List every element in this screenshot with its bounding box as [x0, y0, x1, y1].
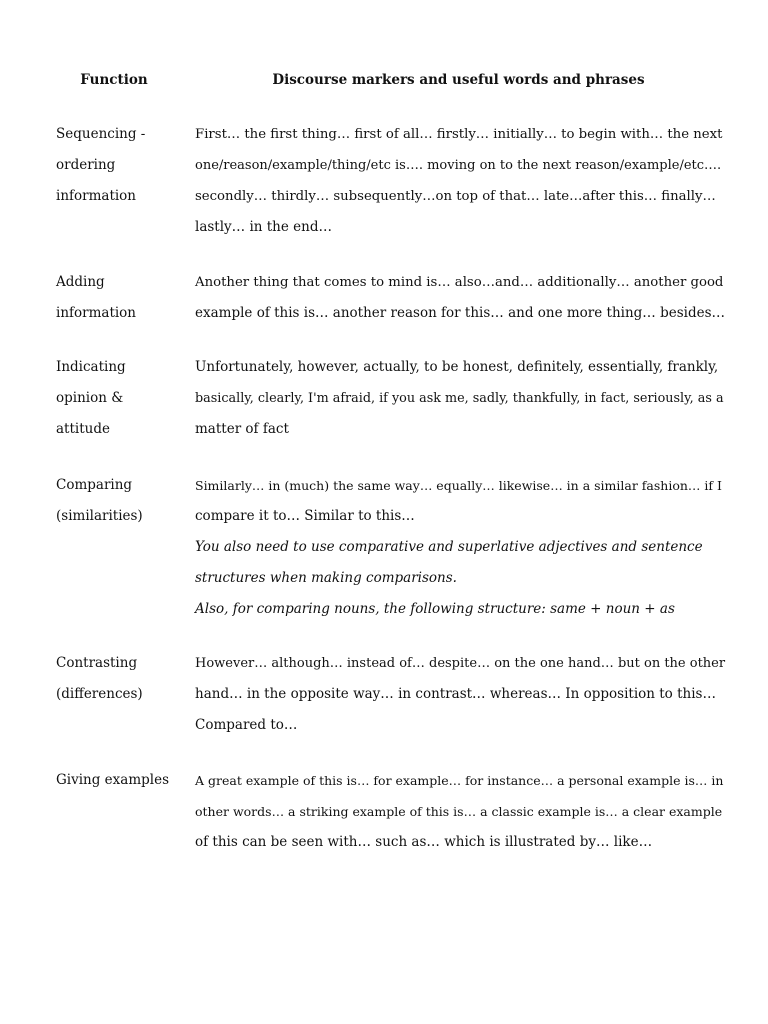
row-content: However… although… instead of… despite… on the one hand… but on the other hand… in the opposite way… in contrast… whereas… In opposition to this… Compared to… — [195, 656, 726, 733]
row-content: First… the first thing… first of all… firstly… initially… to begin with… the next one/reason/example/thing/etc is…. moving on to the next reason/example/etc…. secondly… thirdly… subsequently…on top of that… late…after this… finally… lastly… in the end… — [195, 127, 723, 235]
row-label: Contrasting (differences) — [56, 655, 143, 702]
row-label: Giving examples — [56, 772, 170, 788]
row-label: Indicating opinion & attitude — [56, 359, 126, 437]
row-content: Another thing that comes to mind is… also…and… additionally… another good example of this is… another reason for this… and one more thing… besides… — [195, 275, 726, 321]
italic-note: Also, for comparing nouns, the following structure: same + noun + as — [195, 601, 675, 617]
italic-note: structures when making comparisons. — [195, 570, 457, 586]
row-label: Sequencing - ordering information — [56, 126, 146, 204]
italic-note: You also need to use comparative and superlative adjectives and sentence — [195, 539, 703, 555]
column-header-function: Function — [80, 72, 148, 88]
row-content: Similarly… in (much) the same way… equally… likewise… in a similar fashion… if I compare it to… Similar to this… You also need to use comparative and superlative adjectives and sentence structures when making comparisons. Also, for comparing nouns, the following structure: same + noun + as — [195, 470, 725, 625]
row-content: A great example of this is… for example… for instance… a personal example is… in other words… a striking example of this is… a classic example is… a clear example of this can be seen with… such as… which is illustrated by… like… — [195, 773, 724, 850]
row-content: Unfortunately, however, actually, to be honest, definitely, essentially, frankly, basically, clearly, I'm afraid, if you ask me, sadly, thankfully, in fact, seriously, as a matter of fact — [195, 359, 724, 437]
column-header-discourse-markers: Discourse markers and useful words and phrases — [272, 72, 645, 88]
row-label: Adding information — [56, 274, 137, 321]
row-label: Comparing (similarities) — [56, 477, 143, 524]
